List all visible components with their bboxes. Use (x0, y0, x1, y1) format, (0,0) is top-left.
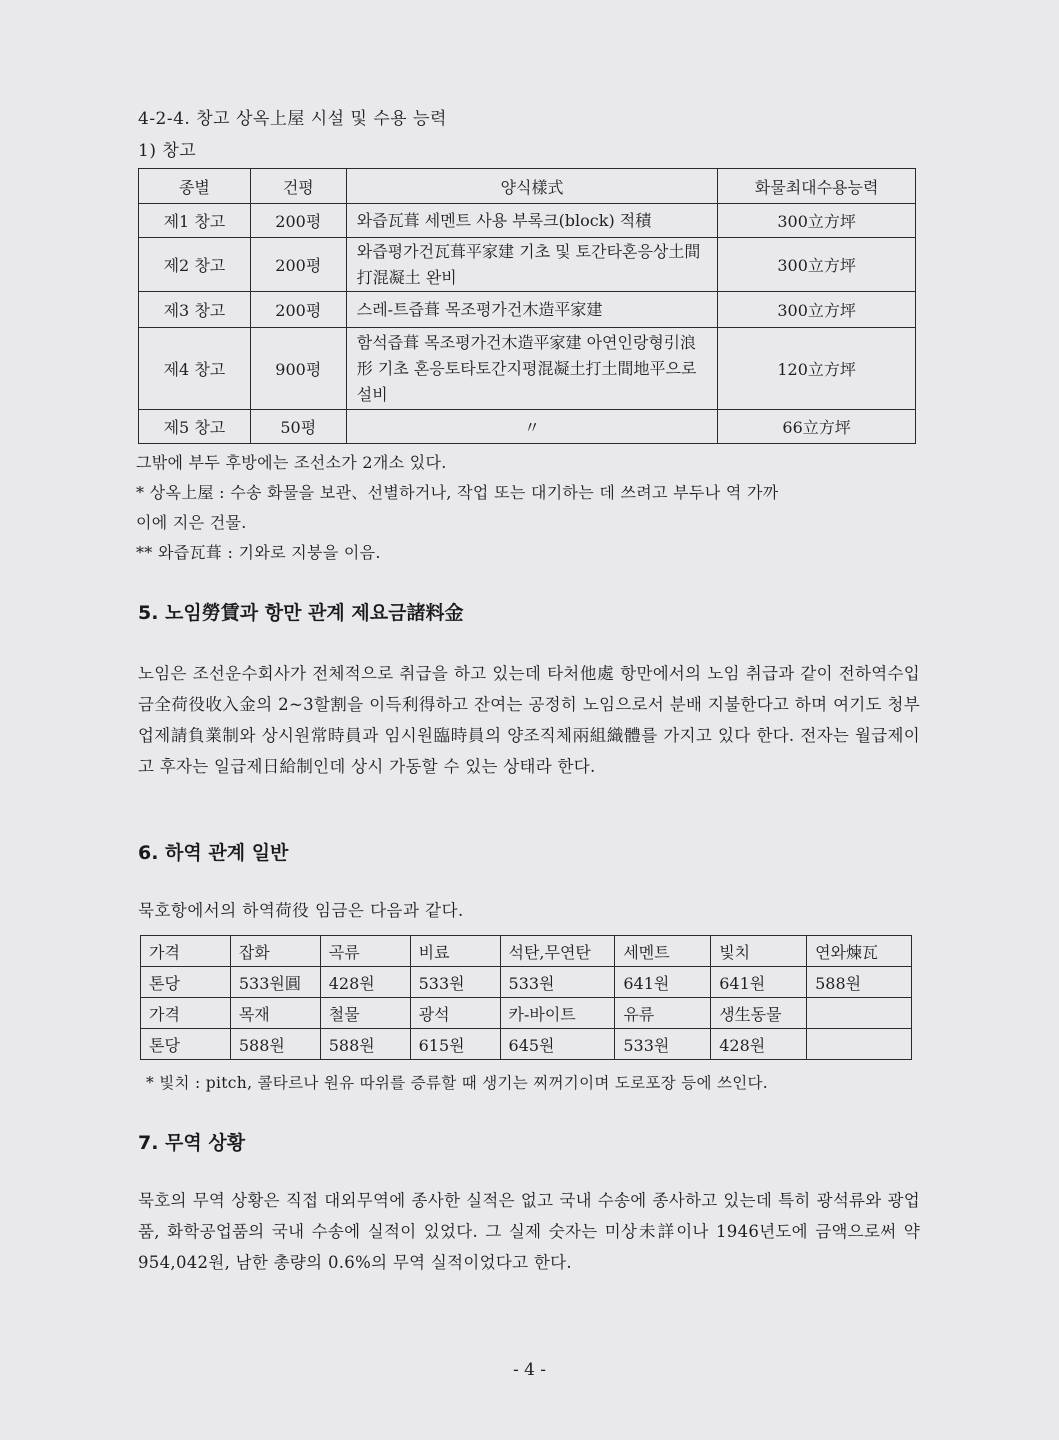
warehouse-area: 50평 (250, 410, 346, 444)
rate-cell: 588원 (320, 1029, 410, 1060)
note-sangok-cont: 이에 지은 건물. (136, 513, 247, 532)
rate-cell: 615원 (410, 1029, 500, 1060)
rate-cell: 428원 (320, 967, 410, 998)
rate-cell: 533원 (500, 967, 615, 998)
warehouse-area: 200평 (250, 238, 346, 292)
header-cell: 건평 (250, 169, 346, 204)
rate-cell: 가격 (141, 936, 231, 967)
rate-cell: 588원 (807, 967, 912, 998)
rate-cell: 곡류 (320, 936, 410, 967)
rate-cell: 428원 (711, 1029, 807, 1060)
rate-cell: 533원 (410, 967, 500, 998)
table-row (141, 936, 912, 967)
loading-rates-table (140, 935, 912, 1060)
page-number: - 4 - (512, 1360, 547, 1380)
section-6-title: 6. 하역 관계 일반 (138, 842, 289, 864)
rate-cell: 세멘트 (615, 936, 711, 967)
header-cell: 양식樣式 (346, 169, 717, 204)
header-cell: 화물최대수용능력 (718, 169, 916, 204)
rate-cell: 목재 (230, 998, 320, 1029)
warehouse-capacity: 66立方坪 (718, 410, 916, 444)
rate-cell: 비료 (410, 936, 500, 967)
rate-cell: 645원 (500, 1029, 615, 1060)
rate-cell: 철물 (320, 998, 410, 1029)
table-row (139, 204, 916, 238)
section-5-title: 5. 노임勞賃과 항만 관계 제요금諸料金 (138, 602, 464, 624)
rate-cell: 빛치 (711, 936, 807, 967)
rate-cell: 641원 (711, 967, 807, 998)
rate-cell: 533원 (615, 1029, 711, 1060)
section-6-intro: 묵호항에서의 하역荷役 임금은 다음과 같다. (138, 901, 464, 920)
section-7-body: 묵호의 무역 상황은 직접 대외무역에 종사한 실적은 없고 국내 수송에 종사하고 있는데 특히 광석류와 광업품, 화학공업품의 국내 수송에 실적이 있었다. 그 실제 숫자는 미상未詳이나 1946년도에 금액으로써 약 954,042원, 남한 총량의 0.6%의 무역 실적이었다고 한다. (138, 1191, 920, 1272)
warehouse-table (138, 168, 916, 444)
rate-cell (807, 998, 912, 1029)
warehouse-method: 와즙평가건瓦葺平家建 기초 및 토간타혼응상土間打混凝土 완비 (346, 238, 717, 292)
warehouse-type: 제4 창고 (139, 328, 251, 410)
header-cell: 종별 (139, 169, 251, 204)
rate-cell: 잡화 (230, 936, 320, 967)
rate-cell: 톤당 (141, 967, 231, 998)
table-row (139, 292, 916, 328)
warehouse-area: 200평 (250, 292, 346, 328)
section-5-body: 노임은 조선운수회사가 전체적으로 취급을 하고 있는데 타처他處 항만에서의 노임 취급과 같이 전하역수입금全荷役收入金의 2~3할割을 이득利得하고 잔여는 공정히 노임으로서 분배 지불한다고 하며 여기도 청부업제請負業制와 상시원常時員과 임시원臨時員의 양조직체兩組織體를 가지고 있다 한다. 전자는 월급제이고 후자는 일급제日給制인데 상시 가동할 수 있는 상태라 한다. (138, 664, 920, 776)
table-row (139, 328, 916, 410)
warehouse-type: 제2 창고 (139, 238, 251, 292)
warehouse-type: 제5 창고 (139, 410, 251, 444)
table-row (141, 967, 912, 998)
table-header-row (139, 169, 916, 204)
section-424-title: 4-2-4. 창고 상옥上屋 시설 및 수용 능력 (138, 109, 447, 129)
warehouse-method: 함석즙葺 목조평가건木造平家建 아연인랑형引浪形 기초 혼응토타토간지평混凝土打土間地平으로 설비 (346, 328, 717, 410)
note-shipyard: 그밖에 부두 후방에는 조선소가 2개소 있다. (136, 453, 447, 472)
warehouse-area: 200평 (250, 204, 346, 238)
rate-cell: 카-바이트 (500, 998, 615, 1029)
rate-cell: 533원圓 (230, 967, 320, 998)
note-pitch: * 빛치 : pitch, 콜타르나 원유 따위를 증류할 때 생기는 찌꺼기이며 도로포장 등에 쓰인다. (146, 1074, 768, 1092)
rate-cell: 641원 (615, 967, 711, 998)
table-row (141, 998, 912, 1029)
rate-cell: 생生동물 (711, 998, 807, 1029)
rate-cell: 톤당 (141, 1029, 231, 1060)
warehouse-area: 900평 (250, 328, 346, 410)
warehouse-capacity: 300立方坪 (718, 204, 916, 238)
warehouse-capacity: 300立方坪 (718, 292, 916, 328)
rate-cell: 588원 (230, 1029, 320, 1060)
table-row (139, 410, 916, 444)
section-7-title: 7. 무역 상황 (138, 1132, 246, 1154)
rate-cell (807, 1029, 912, 1060)
warehouse-capacity: 120立方坪 (718, 328, 916, 410)
warehouse-type: 제3 창고 (139, 292, 251, 328)
warehouse-capacity: 300立方坪 (718, 238, 916, 292)
rate-cell: 연와煉瓦 (807, 936, 912, 967)
warehouse-method: 〃 (346, 410, 717, 444)
warehouse-method: 스레-트즙葺 목조평가건木造平家建 (346, 292, 717, 328)
table-row (139, 238, 916, 292)
rate-cell: 광석 (410, 998, 500, 1029)
rate-cell: 석탄,무연탄 (500, 936, 615, 967)
table-row (141, 1029, 912, 1060)
rate-cell: 가격 (141, 998, 231, 1029)
section-424-subtitle: 1) 창고 (138, 141, 197, 161)
rate-cell: 유류 (615, 998, 711, 1029)
note-wajeup: ** 와즙瓦葺 : 기와로 지붕을 이음. (136, 543, 381, 562)
warehouse-type: 제1 창고 (139, 204, 251, 238)
note-sangok: * 상옥上屋 : 수송 화물을 보관、선별하거나, 작업 또는 대기하는 데 쓰려고 부두나 역 가까 (136, 483, 779, 502)
warehouse-method: 와즙瓦葺 세멘트 사용 부록크(block) 적積 (346, 204, 717, 238)
